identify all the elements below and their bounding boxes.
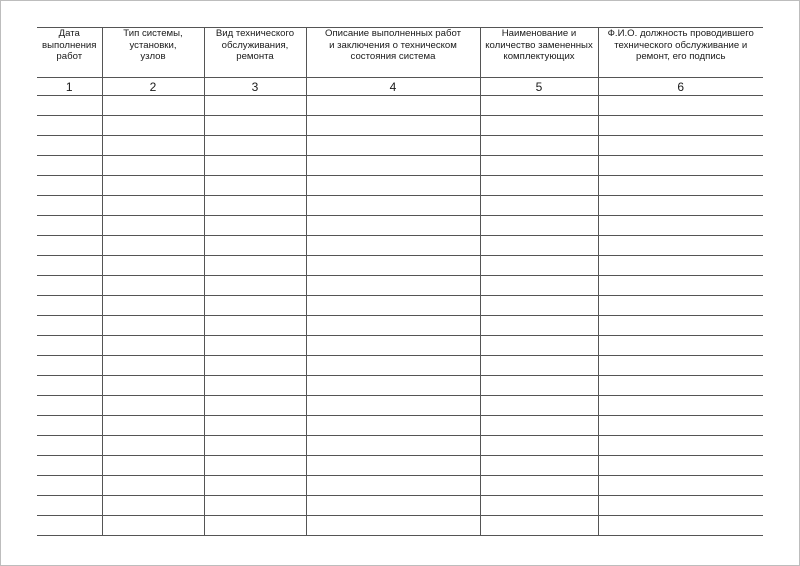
table-cell[interactable]: [204, 276, 306, 296]
column-number: 1: [37, 78, 102, 96]
table-cell[interactable]: [480, 316, 598, 336]
table-row: [37, 516, 763, 536]
table-cell[interactable]: [102, 436, 204, 456]
column-header-replaced-parts: Наименование и количество замененных комплектующих: [480, 28, 598, 78]
table-cell[interactable]: [204, 216, 306, 236]
table-cell[interactable]: [598, 476, 763, 496]
table-cell[interactable]: [306, 376, 480, 396]
table-cell[interactable]: [102, 296, 204, 316]
table-cell[interactable]: [102, 116, 204, 136]
table-cell[interactable]: [306, 196, 480, 216]
table-cell[interactable]: [37, 316, 102, 336]
table-cell[interactable]: [598, 196, 763, 216]
table-cell[interactable]: [306, 416, 480, 436]
table-cell[interactable]: [204, 336, 306, 356]
table-cell[interactable]: [598, 136, 763, 156]
table-cell[interactable]: [37, 396, 102, 416]
table-cell[interactable]: [37, 456, 102, 476]
table-cell[interactable]: [102, 516, 204, 536]
table-cell[interactable]: [102, 156, 204, 176]
table-cell[interactable]: [37, 136, 102, 156]
table-cell[interactable]: [306, 356, 480, 376]
table-cell[interactable]: [37, 496, 102, 516]
table-cell[interactable]: [204, 496, 306, 516]
table-row: [37, 436, 763, 456]
table-cell[interactable]: [37, 296, 102, 316]
table-cell[interactable]: [598, 516, 763, 536]
table-cell[interactable]: [598, 336, 763, 356]
table-cell[interactable]: [204, 256, 306, 276]
table-cell[interactable]: [480, 296, 598, 316]
table-row: [37, 116, 763, 136]
table-cell[interactable]: [37, 276, 102, 296]
table-cell[interactable]: [598, 236, 763, 256]
table-cell[interactable]: [102, 96, 204, 116]
column-number: 6: [598, 78, 763, 96]
table-cell[interactable]: [306, 276, 480, 296]
table-cell[interactable]: [102, 256, 204, 276]
column-number: 2: [102, 78, 204, 96]
table-row: [37, 256, 763, 276]
table-cell[interactable]: [598, 456, 763, 476]
table-cell[interactable]: [204, 196, 306, 216]
table-cell[interactable]: [480, 516, 598, 536]
table-cell[interactable]: [102, 456, 204, 476]
table-cell[interactable]: [306, 516, 480, 536]
table-cell[interactable]: [598, 96, 763, 116]
table-cell[interactable]: [204, 376, 306, 396]
table-cell[interactable]: [37, 116, 102, 136]
table-cell[interactable]: [102, 196, 204, 216]
table-cell[interactable]: [306, 496, 480, 516]
table-cell[interactable]: [204, 476, 306, 496]
column-header-work-description: Описание выполненных работ и заключения о техническом состояния система: [306, 28, 480, 78]
table-cell[interactable]: [102, 316, 204, 336]
table-cell[interactable]: [306, 176, 480, 196]
table-row: [37, 496, 763, 516]
table-cell[interactable]: [598, 156, 763, 176]
table-row: [37, 376, 763, 396]
table-row: [37, 96, 763, 116]
table-cell[interactable]: [598, 316, 763, 336]
table-cell[interactable]: [480, 396, 598, 416]
table-cell[interactable]: [598, 296, 763, 316]
table-cell[interactable]: [37, 256, 102, 276]
table-cell[interactable]: [480, 236, 598, 256]
table-cell[interactable]: [480, 96, 598, 116]
table-cell[interactable]: [204, 236, 306, 256]
table-cell[interactable]: [480, 216, 598, 236]
column-number: 4: [306, 78, 480, 96]
table-cell[interactable]: [102, 216, 204, 236]
table-cell[interactable]: [204, 176, 306, 196]
table-row: [37, 396, 763, 416]
table-row: [37, 356, 763, 376]
log-body: [37, 96, 763, 536]
table-cell[interactable]: [102, 476, 204, 496]
column-number-row: [37, 78, 763, 96]
table-cell[interactable]: [480, 176, 598, 196]
table-cell[interactable]: [102, 356, 204, 376]
table-cell[interactable]: [598, 436, 763, 456]
column-header-date: Дата выполнения работ: [37, 28, 102, 78]
table-cell[interactable]: [204, 156, 306, 176]
table-cell[interactable]: [204, 356, 306, 376]
table-cell[interactable]: [480, 356, 598, 376]
table-cell[interactable]: [306, 96, 480, 116]
table-cell[interactable]: [598, 216, 763, 236]
table-cell[interactable]: [306, 336, 480, 356]
table-row: [37, 236, 763, 256]
table-cell[interactable]: [306, 316, 480, 336]
table-cell[interactable]: [102, 336, 204, 356]
table-cell[interactable]: [204, 396, 306, 416]
table-cell[interactable]: [204, 416, 306, 436]
table-cell[interactable]: [598, 256, 763, 276]
table-cell[interactable]: [204, 316, 306, 336]
table-cell[interactable]: [480, 116, 598, 136]
table-cell[interactable]: [204, 96, 306, 116]
table-cell[interactable]: [204, 136, 306, 156]
column-header-responsible-person: Ф.И.О. должность проводившего технического обслуживание и ремонт, его подпись: [598, 28, 763, 78]
table-cell[interactable]: [102, 236, 204, 256]
table-cell[interactable]: [598, 496, 763, 516]
table-cell[interactable]: [306, 116, 480, 136]
table-cell[interactable]: [480, 376, 598, 396]
table-cell[interactable]: [37, 436, 102, 456]
table-cell[interactable]: [480, 276, 598, 296]
table-cell[interactable]: [37, 416, 102, 436]
table-cell[interactable]: [598, 376, 763, 396]
table-cell[interactable]: [37, 216, 102, 236]
table-cell[interactable]: [37, 336, 102, 356]
table-cell[interactable]: [37, 356, 102, 376]
table-cell[interactable]: [598, 356, 763, 376]
column-header-service-type: Вид технического обслуживания, ремонта: [204, 28, 306, 78]
table-cell[interactable]: [480, 136, 598, 156]
table-row: [37, 156, 763, 176]
table-cell[interactable]: [204, 516, 306, 536]
table-cell[interactable]: [102, 416, 204, 436]
table-row: [37, 196, 763, 216]
table-cell[interactable]: [306, 256, 480, 276]
table-cell[interactable]: [306, 476, 480, 496]
table-cell[interactable]: [37, 156, 102, 176]
table-cell[interactable]: [102, 176, 204, 196]
table-cell[interactable]: [37, 376, 102, 396]
table-cell[interactable]: [37, 176, 102, 196]
table-cell[interactable]: [204, 436, 306, 456]
table-cell[interactable]: [598, 116, 763, 136]
table-cell[interactable]: [102, 276, 204, 296]
table-row: [37, 336, 763, 356]
table-cell[interactable]: [306, 396, 480, 416]
table-row: [37, 176, 763, 196]
table-cell[interactable]: [306, 216, 480, 236]
table-cell[interactable]: [480, 496, 598, 516]
table-cell[interactable]: [37, 236, 102, 256]
table-cell[interactable]: [306, 456, 480, 476]
table-cell[interactable]: [37, 516, 102, 536]
table-row: [37, 216, 763, 236]
table-cell[interactable]: [480, 156, 598, 176]
table-cell[interactable]: [37, 96, 102, 116]
table-cell[interactable]: [480, 256, 598, 276]
table-cell[interactable]: [480, 416, 598, 436]
table-cell[interactable]: [480, 436, 598, 456]
table-cell[interactable]: [102, 396, 204, 416]
table-cell[interactable]: [37, 476, 102, 496]
table-cell[interactable]: [598, 176, 763, 196]
table-cell[interactable]: [204, 116, 306, 136]
table-row: [37, 416, 763, 436]
column-header-system-type: Тип системы, установки, узлов: [102, 28, 204, 78]
table-row: [37, 276, 763, 296]
column-number: 3: [204, 78, 306, 96]
table-cell[interactable]: [306, 236, 480, 256]
table-cell[interactable]: [102, 136, 204, 156]
table-cell[interactable]: [598, 276, 763, 296]
table-cell[interactable]: [306, 296, 480, 316]
header-row: [37, 28, 763, 78]
table-cell[interactable]: [480, 336, 598, 356]
table-row: [37, 296, 763, 316]
maintenance-log-table: [37, 27, 763, 536]
column-number: 5: [480, 78, 598, 96]
table-cell[interactable]: [37, 196, 102, 216]
table-cell[interactable]: [598, 416, 763, 436]
table-row: [37, 316, 763, 336]
table-row: [37, 136, 763, 156]
table-cell[interactable]: [480, 196, 598, 216]
table-cell[interactable]: [306, 156, 480, 176]
table-row: [37, 476, 763, 496]
table-cell[interactable]: [204, 296, 306, 316]
table-row: [37, 456, 763, 476]
table-cell[interactable]: [306, 136, 480, 156]
table-cell[interactable]: [102, 376, 204, 396]
table-cell[interactable]: [102, 496, 204, 516]
table-cell[interactable]: [480, 476, 598, 496]
table-cell[interactable]: [306, 436, 480, 456]
table-cell[interactable]: [204, 456, 306, 476]
table-cell[interactable]: [598, 396, 763, 416]
table-cell[interactable]: [480, 456, 598, 476]
